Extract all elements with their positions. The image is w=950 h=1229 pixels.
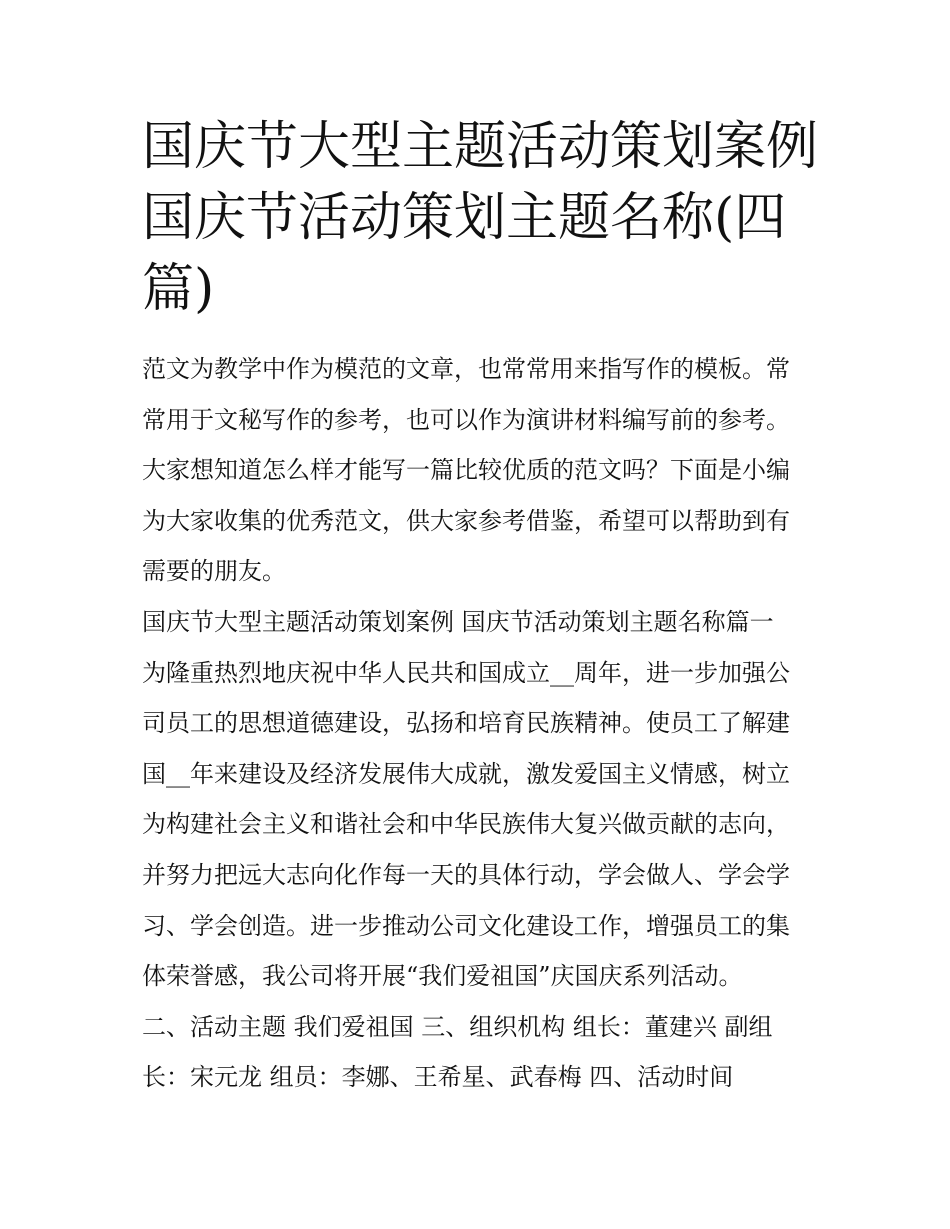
text-line: 司员工的思想道德建设，弘扬和培育民族精神。使员工了解建 [142,709,790,738]
text-line: 习、学会创造。进一步推动公司文化建设工作，增强员工的集 [142,911,790,940]
text-line: 国庆节大型主题活动策划案例 国庆节活动策划主题名称篇一 [142,607,774,636]
text-line: 长：宋元龙 组员：李娜、王希星、武春梅 四、活动时间 [142,1063,734,1092]
title-line: 国庆节活动策划主题名称(四 [142,188,787,248]
organization-paragraph [142,1002,814,1103]
text-line: 常用于文秘写作的参考，也可以作为演讲材料编写前的参考。 [142,405,790,434]
document-body [142,344,814,1103]
document-page [142,112,819,1103]
text-line: 范文为教学中作为模范的文章，也常常用来指写作的模板。常 [142,355,790,383]
intro-paragraph [142,344,814,597]
document-title [142,112,819,325]
text-line: 并努力把远大志向化作每一天的具体行动，学会做人、学会学 [142,860,790,889]
section-one-paragraph [142,597,814,1002]
text-line: 体荣誉感，我公司将开展“我们爱祖国”庆国庆系列活动。 [142,962,743,991]
title-line: 篇) [142,259,215,319]
title-line: 国庆节大型主题活动策划案例 [142,117,819,177]
text-line: 需要的朋友。 [142,557,286,586]
text-line: 国__年来建设及经济发展伟大成就，激发爱国主义情感，树立 [142,759,790,788]
text-line: 二、活动主题 我们爱祖国 三、组织机构 组长：董建兴 副组 [142,1012,773,1041]
text-line: 为大家收集的优秀范文，供大家参考借鉴，希望可以帮助到有 [142,506,790,535]
text-line: 为隆重热烈地庆祝中华人民共和国成立__周年，进一步加强公 [142,658,790,687]
text-line: 大家想知道怎么样才能写一篇比较优质的范文吗？下面是小编 [142,456,790,485]
text-line: 为构建社会主义和谐社会和中华民族伟大复兴做贡献的志向， [142,810,790,839]
